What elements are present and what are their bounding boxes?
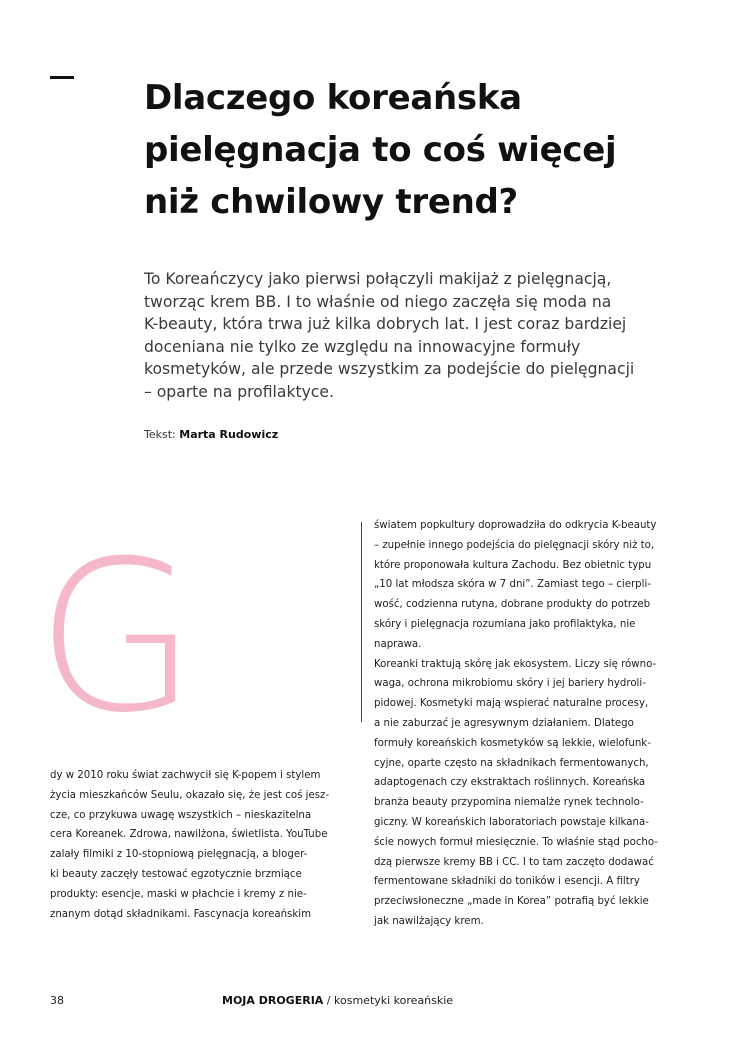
body-line: cyjne, oparte często na składnikach fermentowanych,	[374, 757, 649, 769]
article-lead	[144, 268, 704, 404]
body-line: produkty: esencje, maski w płachcie i kremy z nie-	[50, 888, 307, 900]
page-number: 38	[50, 994, 64, 1007]
body-line: światem popkultury doprowadziła do odkrycia K-beauty	[374, 520, 657, 531]
title-line: pielęgnacja to coś więcej	[144, 130, 617, 170]
body-line: cze, co przykuwa uwagę wszystkich – nieskazitelna	[50, 809, 312, 821]
body-line: „10 lat młodsza skóra w 7 dni”. Zamiast tego – cierpli-	[374, 579, 651, 591]
body-line: ki beauty zaczęły testować egzotycznie brzmiące	[50, 868, 302, 880]
byline-author: Marta Rudowicz	[179, 428, 279, 441]
body-line: życia mieszkańców Seulu, okazało się, że jest coś jesz-	[50, 789, 330, 801]
lead-line: – oparte na profilaktyce.	[144, 382, 334, 401]
body-line: adaptogenach czy ekstraktach roślinnych. Koreańska	[374, 777, 646, 789]
body-line: cera Koreanek. Zdrowa, nawilżona, świetlista. YouTube	[50, 829, 328, 841]
body-line: wość, codzienna rutyna, dobrane produkty do potrzeb	[374, 599, 651, 611]
body-line: naprawa.	[374, 638, 422, 650]
body-line: a nie zaburzać je agresywnym działaniem. Dlatego	[374, 717, 634, 729]
article-title	[144, 72, 724, 228]
body-line: znanym dotąd składnikami. Fascynacja koreańskim	[50, 908, 312, 920]
footer-separator: /	[323, 994, 335, 1007]
body-line: jak nawilżający krem.	[374, 915, 484, 927]
title-line: Dlaczego koreańska	[144, 78, 522, 118]
lead-line: tworząc krem BB. I to właśnie od niego zaczęła się moda na	[144, 292, 612, 311]
column-divider	[361, 522, 362, 722]
byline-label: Tekst:	[144, 428, 176, 441]
section-name: kosmetyki koreańskie	[334, 994, 454, 1007]
body-line: Koreanki traktują skórę jak ekosystem. Liczy się równo-	[374, 658, 657, 670]
left-column	[50, 766, 350, 924]
byline	[144, 428, 278, 441]
lead-line: To Koreańczycy jako pierwsi połączyli makijaż z pielęgnacją,	[144, 270, 612, 288]
footer-magazine	[222, 994, 453, 1007]
lead-line: doceniana nie tylko ze względu na innowacyjne formuły	[144, 337, 581, 356]
body-line: przeciwsłoneczne „made in Korea” potrafią być lekkie	[374, 896, 649, 908]
drop-cap: G	[36, 517, 198, 759]
title-line: niż chwilowy trend?	[144, 182, 518, 222]
body-line: skóry i pielęgnacja rozumiana jako profilaktyka, nie	[374, 618, 636, 630]
body-line: – zupełnie innego podejścia do pielęgnacji skóry niż to,	[374, 539, 655, 551]
lead-line: kosmetyków, ale przede wszystkim za podejście do pielęgnacji	[144, 360, 635, 379]
body-line: ście nowych formuł miesięcznie. To właśnie stąd pocho-	[374, 836, 658, 848]
body-line: branża beauty przypomina niemalże rynek technolo-	[374, 797, 644, 809]
lead-line: K-beauty, która trwa już kilka dobrych lat. I jest coraz bardziej	[144, 315, 627, 334]
magazine-name: MOJA DROGERIA	[222, 994, 324, 1007]
body-line: fermentowane składniki do toników i esencji. A filtry	[374, 876, 640, 888]
body-line: pidowej. Kosmetyki mają wspierać naturalne procesy,	[374, 698, 649, 710]
title-dash	[50, 76, 74, 79]
right-column	[374, 516, 694, 932]
body-line: dzą pierwsze kremy BB i CC. I to tam zaczęto dodawać	[374, 856, 654, 868]
body-line: które proponowała kultura Zachodu. Bez obietnic typu	[374, 559, 652, 571]
body-line: zalały filmiki z 10-stopniową pielęgnacją, a bloger-	[50, 849, 308, 861]
body-line: formuły koreańskich kosmetyków są lekkie, wielofunk-	[374, 737, 651, 749]
body-line: waga, ochrona mikrobiomu skóry i jej bariery hydroli-	[374, 678, 646, 690]
body-line: dy w 2010 roku świat zachwycił się K-popem i stylem	[50, 770, 321, 781]
body-line: giczny. W koreańskich laboratoriach powstaje kilkana-	[374, 816, 649, 828]
